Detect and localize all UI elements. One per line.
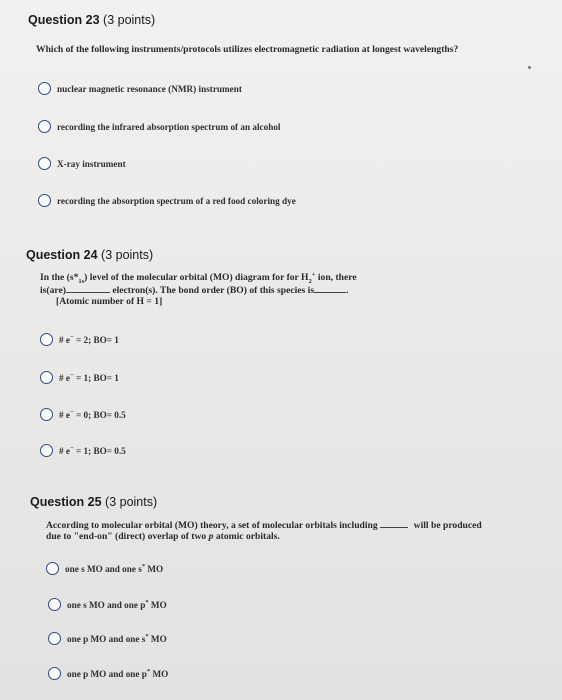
question-title: Question 23: [28, 13, 100, 27]
question-title: Question 25: [30, 495, 102, 509]
prompt-superscript: +: [311, 270, 316, 278]
option-text: MO: [148, 633, 167, 644]
option-text: MO: [150, 668, 169, 679]
option-text: # e: [59, 334, 70, 345]
question-23-prompt: Which of the following instruments/protocols utilizes electromagnetic radiation at longest wavelengths?: [36, 44, 459, 55]
question-25-prompt: [46, 518, 536, 542]
option-superscript: −: [69, 444, 74, 452]
radio-button[interactable]: [46, 562, 59, 575]
question-23-title: [28, 13, 155, 27]
radio-button[interactable]: [38, 120, 51, 133]
prompt-text: According to molecular orbital (MO) theory, a set of molecular orbitals including: [46, 520, 378, 531]
option-text: = 0; BO= 0.5: [73, 409, 126, 420]
option-q23-a[interactable]: [38, 82, 242, 95]
prompt-text: [Atomic number of H = 1]: [56, 296, 163, 307]
option-text: one p MO and one p: [67, 668, 147, 679]
option-label: nuclear magnetic resonance (NMR) instrument: [57, 83, 242, 94]
prompt-text: atomic orbitals.: [213, 531, 280, 542]
option-label: [59, 446, 126, 456]
option-q25-d[interactable]: [48, 667, 168, 680]
question-24-prompt: [40, 272, 420, 307]
radio-button[interactable]: [40, 444, 53, 457]
option-superscript: −: [69, 333, 74, 341]
answer-blank: [314, 283, 346, 293]
option-text: # e: [59, 409, 70, 420]
question-title: Question 24: [26, 248, 98, 262]
option-superscript: −: [69, 371, 74, 379]
prompt-text: due to "end-on" (direct) overlap of two: [46, 531, 209, 542]
radio-button[interactable]: [38, 82, 51, 95]
option-label: [67, 634, 167, 644]
option-label: [67, 600, 167, 610]
radio-button[interactable]: [48, 598, 61, 611]
option-q23-c[interactable]: [38, 157, 126, 170]
option-text: = 1; BO= 1: [73, 372, 119, 383]
option-text: one s MO and one s: [65, 563, 142, 574]
prompt-text: In the (s*: [40, 272, 79, 283]
option-label: [67, 669, 168, 679]
option-text: MO: [145, 563, 164, 574]
option-text: one p MO and one s: [67, 633, 146, 644]
prompt-text: ion, there: [315, 272, 357, 283]
prompt-text: electron(s). The bond order (BO) of this species is: [112, 285, 315, 296]
radio-button[interactable]: [38, 194, 51, 207]
radio-button[interactable]: [48, 667, 61, 680]
answer-blank: [380, 518, 408, 528]
option-text: # e: [59, 445, 70, 456]
option-text: one s MO and one p: [67, 599, 146, 610]
option-text: = 2; BO= 1: [73, 334, 119, 345]
option-label: [59, 410, 126, 420]
option-text: MO: [148, 599, 167, 610]
question-points: (3 points): [105, 495, 158, 509]
option-superscript: −: [69, 408, 74, 416]
prompt-italic: p: [208, 531, 214, 542]
option-q25-a[interactable]: [46, 562, 163, 575]
option-q24-c[interactable]: [40, 408, 126, 421]
prompt-subscript: 2: [308, 277, 312, 285]
option-text: = 1; BO= 0.5: [73, 445, 126, 456]
radio-button[interactable]: [40, 333, 53, 346]
prompt-subscript: 1s: [78, 277, 85, 285]
option-q25-b[interactable]: [48, 598, 167, 611]
question-25-title: [30, 495, 157, 509]
option-label: [59, 335, 119, 345]
option-label: [59, 373, 119, 383]
option-label: recording the absorption spectrum of a red food coloring dye: [57, 195, 296, 206]
option-superscript: *: [145, 598, 149, 606]
option-q23-d[interactable]: [38, 194, 296, 207]
option-label: X-ray instrument: [57, 158, 126, 169]
question-24-title: [26, 248, 153, 262]
option-label: recording the infrared absorption spectrum of an alcohol: [57, 121, 281, 132]
radio-button[interactable]: [48, 632, 61, 645]
option-text: # e: [59, 372, 70, 383]
option-q25-c[interactable]: [48, 632, 167, 645]
option-q24-b[interactable]: [40, 371, 119, 384]
stray-mark: [528, 66, 531, 69]
radio-button[interactable]: [38, 157, 51, 170]
question-points: (3 points): [103, 13, 156, 27]
option-q23-b[interactable]: [38, 120, 280, 133]
prompt-text: ) level of the molecular orbital (MO) diagram for for H: [84, 272, 309, 283]
radio-button[interactable]: [40, 371, 53, 384]
option-superscript: *: [141, 562, 146, 570]
option-q24-d[interactable]: [40, 444, 126, 457]
prompt-text: .: [346, 285, 349, 296]
prompt-text: is(are): [40, 285, 66, 296]
option-superscript: *: [145, 632, 149, 640]
option-label: [65, 564, 163, 574]
radio-button[interactable]: [40, 408, 53, 421]
question-points: (3 points): [101, 248, 154, 262]
prompt-text: will be produced: [413, 520, 482, 531]
answer-blank: [66, 283, 110, 293]
option-q24-a[interactable]: [40, 333, 119, 346]
option-superscript: *: [146, 667, 151, 675]
